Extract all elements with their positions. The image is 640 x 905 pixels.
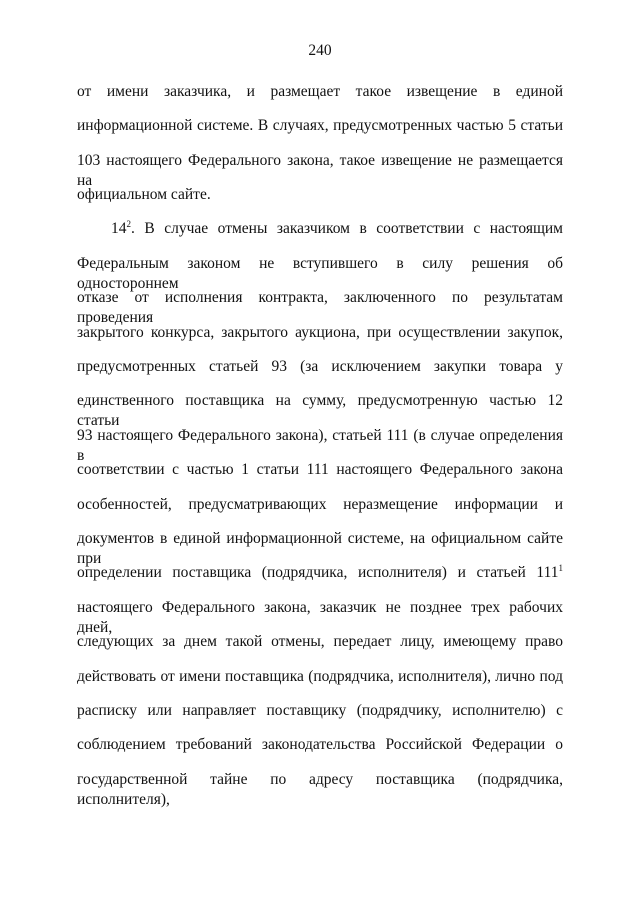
- paragraph-2-line-4: закрытого конкурса, закрытого аукциона, при осуществлении закупок,: [77, 324, 563, 341]
- paragraph-2-line-10: документов в единой информационной системе, на официальном сайте при: [77, 530, 563, 567]
- paragraph-2-line-2: Федеральным законом не вступившего в силу решения об одностороннем: [77, 255, 563, 292]
- paragraph-2-line-16: соблюдением требований законодательства Российской Федерации о: [77, 736, 563, 753]
- paragraph-2-line-8: соответствии с частью 1 статьи 111 настоящего Федерального закона: [77, 461, 563, 478]
- clause-number-superscript: 2: [126, 218, 131, 229]
- paragraph-2-line-5: предусмотренных статьей 93 (за исключением закупки товара у: [77, 358, 563, 375]
- paragraph-2-line-7: 93 настоящего Федерального закона), статьей 111 (в случае определения в: [77, 427, 563, 464]
- paragraph-1-line-1: от имени заказчика, и размещает такое извещение в единой: [77, 83, 563, 100]
- article-superscript: 1: [558, 562, 563, 573]
- paragraph-1-line-4: официальном сайте.: [77, 186, 211, 203]
- page-number: 240: [308, 42, 332, 59]
- paragraph-2-line-13: следующих за днем такой отмены, передает лицу, имеющему право: [77, 633, 563, 650]
- paragraph-2-line-14: действовать от имени поставщика (подрядчика, исполнителя), лично под: [77, 668, 563, 685]
- clause-number: 14: [111, 220, 127, 237]
- paragraph-2-line-9: особенностей, предусматривающих неразмещение информации и: [77, 496, 563, 513]
- paragraph-1-line-3: 103 настоящего Федерального закона, такое извещение не размещается на: [77, 152, 563, 189]
- paragraph-2-line-11-text: определении поставщика (подрядчика, исполнителя) и статьей 111: [77, 564, 559, 581]
- paragraph-2-line-1: [111, 219, 563, 239]
- paragraph-2-line-12: настоящего Федерального закона, заказчик не позднее трех рабочих дней,: [77, 599, 563, 636]
- paragraph-2-line-1-text: . В случае отмены заказчиком в соответствии с настоящим: [131, 220, 563, 237]
- paragraph-2-line-3: отказе от исполнения контракта, заключенного по результатам проведения: [77, 289, 563, 326]
- paragraph-2-line-15: расписку или направляет поставщику (подрядчику, исполнителю) с: [77, 702, 563, 719]
- paragraph-1-line-2: информационной системе. В случаях, предусмотренных частью 5 статьи: [77, 117, 563, 134]
- paragraph-2-line-11: [77, 563, 563, 583]
- paragraph-2-line-17: государственной тайне по адресу поставщика (подрядчика, исполнителя),: [77, 771, 563, 808]
- paragraph-2-line-6: единственного поставщика на сумму, предусмотренную частью 12 статьи: [77, 392, 563, 429]
